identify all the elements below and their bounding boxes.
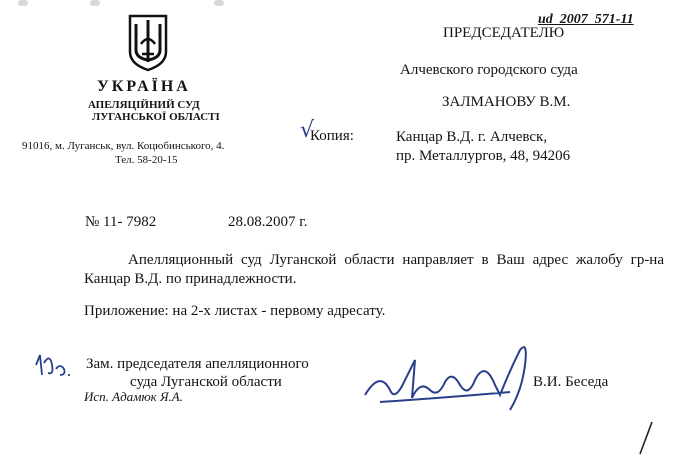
pen-mark (630, 418, 660, 458)
recipient-name: ЗАЛМАНОВУ В.М. (442, 94, 571, 110)
country-name: УКРАЇНА (97, 78, 191, 95)
copy-recipient-line1: Канцар В.Д. г. Алчевск, (396, 129, 548, 145)
outgoing-number: № 11- 7982 (85, 214, 157, 230)
court-address: 91016, м. Луганськ, вул. Коцюбинського, 4. (22, 140, 225, 152)
scan-speck (90, 0, 100, 6)
check-mark-icon: √ (300, 118, 315, 143)
signer-name: В.И. Беседа (533, 374, 609, 390)
recipient-title: ПРЕДСЕДАТЕЛЮ (443, 25, 565, 41)
scan-speck (18, 0, 28, 6)
copy-recipient-line2: пр. Металлургов, 48, 94206 (396, 148, 571, 164)
handwritten-signature (360, 340, 560, 420)
court-phone: Тел. 58-20-15 (115, 154, 178, 166)
initials-handwritten (30, 345, 80, 385)
outgoing-date: 28.08.2007 г. (228, 214, 308, 230)
scan-speck (214, 0, 224, 6)
registration-number: ud_2007_571-11 (538, 12, 634, 27)
trident-emblem-icon (127, 14, 169, 72)
court-name-line1: АПЕЛЯЦІЙНИЙ СУД (88, 99, 200, 111)
copy-label: Копия: (310, 128, 354, 144)
attachment-note: Приложение: на 2-х листах - первому адресату. (84, 303, 386, 319)
executor-name: Исп. Адамюк Я.А. (84, 389, 183, 404)
letter-body: Апелляционный суд Луганской области направляет в Ваш адрес жалобу гр-на Канцар В.Д. по принадлежности. (84, 252, 664, 287)
court-name-line2: ЛУГАНСЬКОЇ ОБЛАСТІ (92, 111, 220, 123)
recipient-court: Алчевского городского суда (400, 62, 578, 78)
signer-position-line1: Зам. председателя апелляционного (86, 356, 309, 372)
signer-position-line2: суда Луганской области (130, 374, 282, 390)
